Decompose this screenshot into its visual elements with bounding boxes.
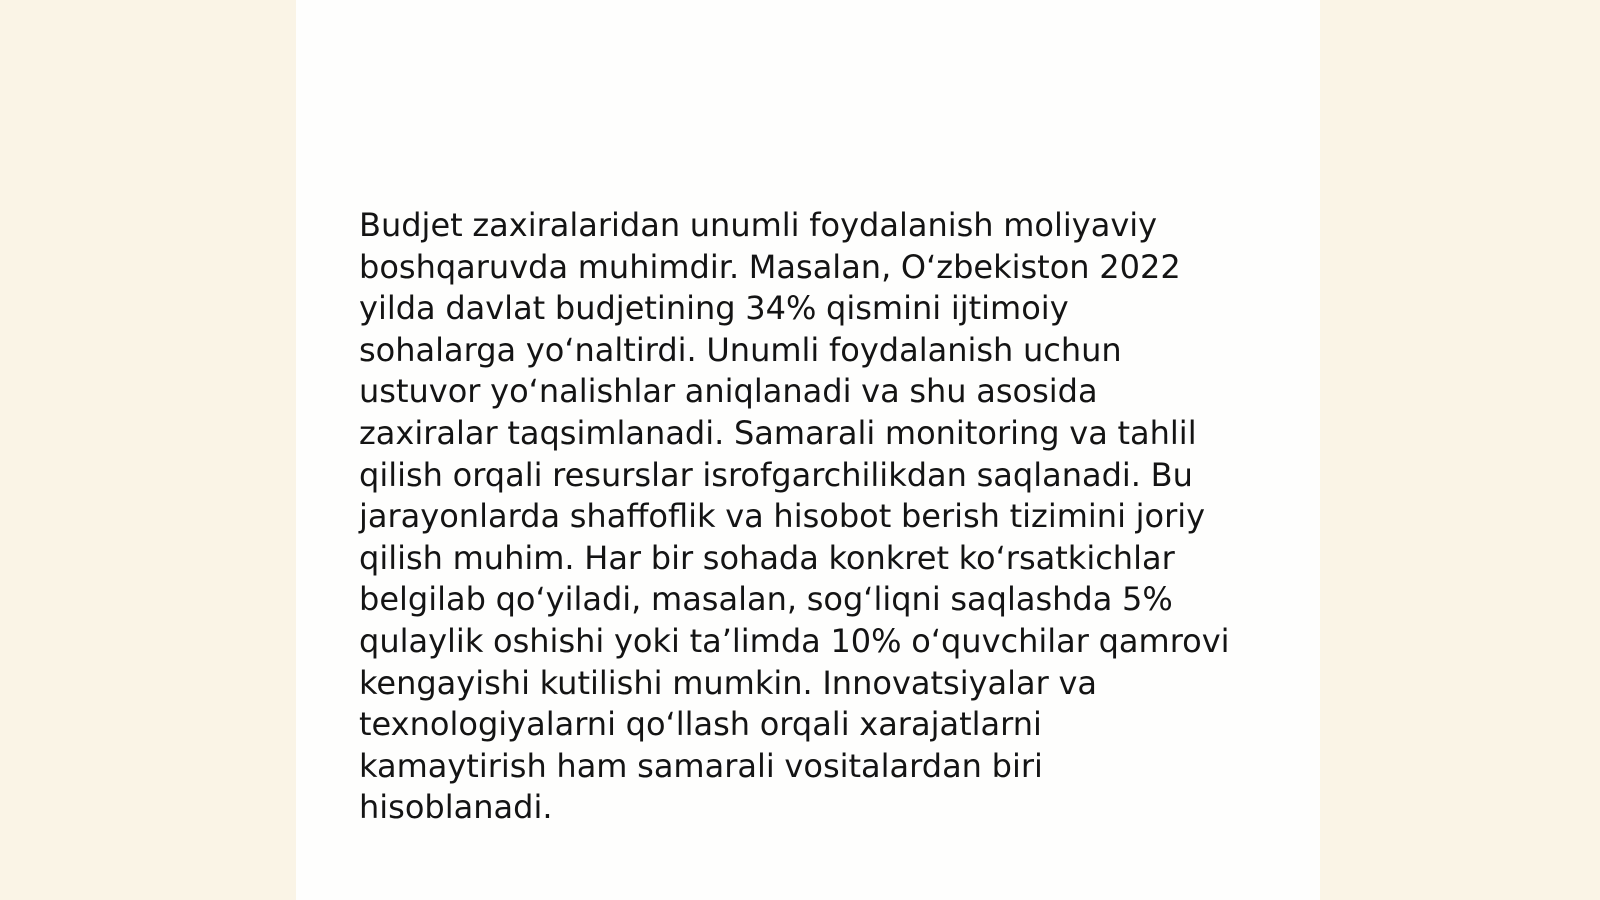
slide-body-text: Budjet zaxiralaridan unumli foydalanish moliyaviy boshqaruvda muhimdir. Masalan, O‘zbekiston 2022 yilda davlat budjetining 34% qismini ijtimoiy sohalarga yo‘naltirdi. Unumli foydalanish uchun ustuvor yo‘nalishlar aniqlanadi va shu asosida zaxiralar taqsimlanadi. Samarali monitoring va tahlil qilish orqali resurslar isrofgarchilikdan saqlanadi. Bu jarayonlarda shaffoflik va hisobot berish tizimini joriy qilish muhim. Har bir sohada konkret ko‘rsatkichlar belgilab qo‘yiladi, masalan, sog‘liqni saqlashda 5% qulaylik oshishi yoki ta’limda 10% o‘quvchilar qamrovi kengayishi kutilishi mumkin. Innovatsiyalar va texnologiyalarni qo‘llash orqali xarajatlarni kamaytirish ham samarali vositalardan biri hisoblanadi. (359, 206, 1230, 827)
slide-panel (296, 0, 1320, 900)
